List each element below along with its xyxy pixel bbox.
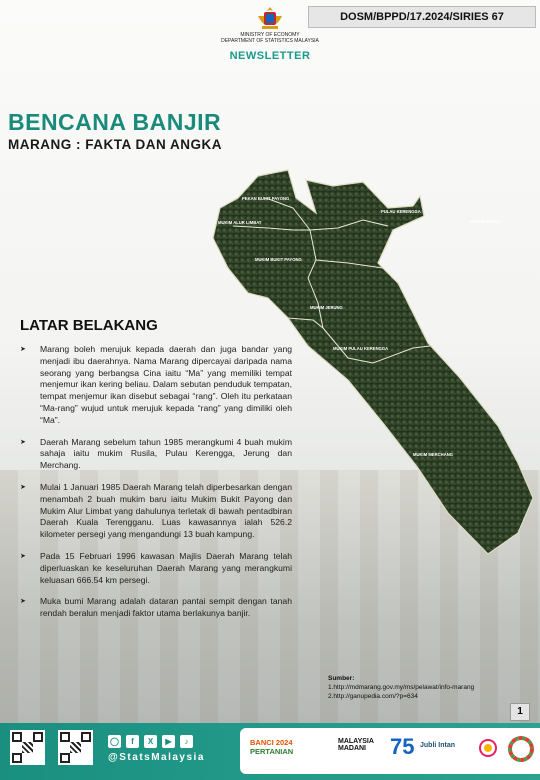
bullet-item [20, 551, 292, 586]
ministry-line-2: DEPARTMENT OF STATISTICS MALAYSIA [221, 38, 319, 44]
source-link[interactable]: 2.http://ganupedia.com/?p=634 [328, 693, 418, 700]
bullet-item [20, 596, 292, 620]
instagram-icon[interactable]: ◯ [108, 735, 121, 748]
qr-code-icon[interactable] [58, 730, 93, 765]
map-label-mukim-pulau-kerengga: MUKIM PULAU KERENGGA [333, 346, 389, 351]
social-icons [108, 735, 193, 748]
arrow-bullet-icon: ➤ [20, 438, 26, 446]
jubli-intan-logo: Jubli Intan [420, 742, 455, 749]
ministry-line-1: MINISTRY OF ECONOMY [240, 32, 300, 38]
ribbon-logo-icon [478, 738, 498, 762]
qr-code-icon[interactable] [10, 730, 45, 765]
bullet-item [20, 437, 292, 472]
arrow-bullet-icon: ➤ [20, 598, 26, 606]
map-label-pulau-kerengga: PULAU KERENGGA [381, 209, 421, 214]
bullet-text: Mulai 1 Januari 1985 Daerah Marang telah diperbesarkan dengan menambah 2 buah mukim baru iaitu Mukim Bukit Payong dan Mukim Alur Limbat yang dahulunya terletak di bawah pentadbiran Daerah Kuala Terengganu. Luas kawasannya ialah 526.2 kilometer persegi yang mengandungi 13 buah kampung. [40, 481, 292, 540]
map-label-mukim-bukit-payong: MUKIM BUKIT PAYONG [255, 257, 302, 262]
facebook-icon[interactable]: f [126, 735, 139, 748]
partner-logos [240, 728, 540, 774]
tiktok-icon[interactable]: ♪ [180, 735, 193, 748]
source-link[interactable]: 1.http://mdmarang.gov.my/ms/pelawat/info-marang [328, 684, 475, 691]
page-number: 1 [510, 703, 530, 721]
x-icon[interactable]: X [144, 735, 157, 748]
map-label-mukim-alur-limbat: MUKIM ALUR LIMBAT [218, 220, 262, 225]
bullet-item [20, 482, 292, 541]
banci-pertanian-logo: BANCI 2024 PERTANIAN [250, 738, 294, 756]
bullet-list [20, 344, 292, 630]
sources [328, 674, 528, 701]
youtube-icon[interactable]: ▶ [162, 735, 175, 748]
social-handle[interactable]: @StatsMalaysia [108, 752, 205, 763]
arrow-bullet-icon: ➤ [20, 346, 26, 353]
malaysia-crest-icon [256, 6, 284, 32]
malaysia-madani-logo: MALAYSIA MADANI [338, 738, 374, 752]
bullet-text: Marang boleh merujuk kepada daerah dan juga bandar yang menjadi ibu daerahnya. Nama Marang dipercayai daripada nama seorang yang berbangsa Cina iaitu “Ma” yang memiliki tempat menjemur ikan kering beliau. Dalam sebutan penduduk tempatan, tempat menjemur ikan disebut sebagai “rang”. Oleh itu perkataan “Ma-rang” wujud untuk merujuk kepada “rang” yang dimiliki oleh “Ma”. [40, 344, 292, 425]
bullet-item [20, 344, 292, 427]
bullet-text: Muka bumi Marang adalah dataran pantai sempit dengan tanah rendah beralun menjadi faktor utama berlakunya banjir. [40, 596, 292, 619]
series-number: DOSM/BPPD/17.2024/SIRIES 67 [308, 6, 536, 28]
map-label-mukim-rusila: MUKIM RUSILA [470, 219, 501, 224]
sources-heading: Sumber: [328, 675, 355, 682]
arrow-bullet-icon: ➤ [20, 552, 26, 560]
page-title: BENCANA BANJIR [8, 109, 222, 135]
map-label-mukim-merchang: MUKIM MERCHANG [413, 452, 454, 457]
bullet-text: Daerah Marang sebelum tahun 1985 merangkumi 4 buah mukim sahaja iaitu mukim Rusila, Pulau Kerengga, Jerung dan Merchang. [40, 436, 292, 471]
dosm-75-logo: 75 [390, 734, 415, 759]
arrow-bullet-icon: ➤ [20, 483, 26, 491]
ministry-name [200, 32, 340, 44]
bullet-text: Pada 15 Februari 1996 kawasan Majlis Daerah Marang telah diperluaskan ke keseluruhan Daerah Marang yang merangkumi keluasan 666.54 km persegi. [40, 550, 292, 585]
map-label-mukim-jerung: MUKIM JERUNG [310, 305, 343, 310]
map-label-pekan-bukit-payong: PEKAN BUKIT PAYONG [242, 196, 290, 201]
sdg-wheel-icon [508, 736, 534, 762]
page-subtitle: MARANG : FAKTA DAN ANGKA [8, 137, 222, 152]
section-heading: LATAR BELAKANG [20, 317, 158, 334]
newsletter-label: NEWSLETTER [229, 50, 311, 62]
